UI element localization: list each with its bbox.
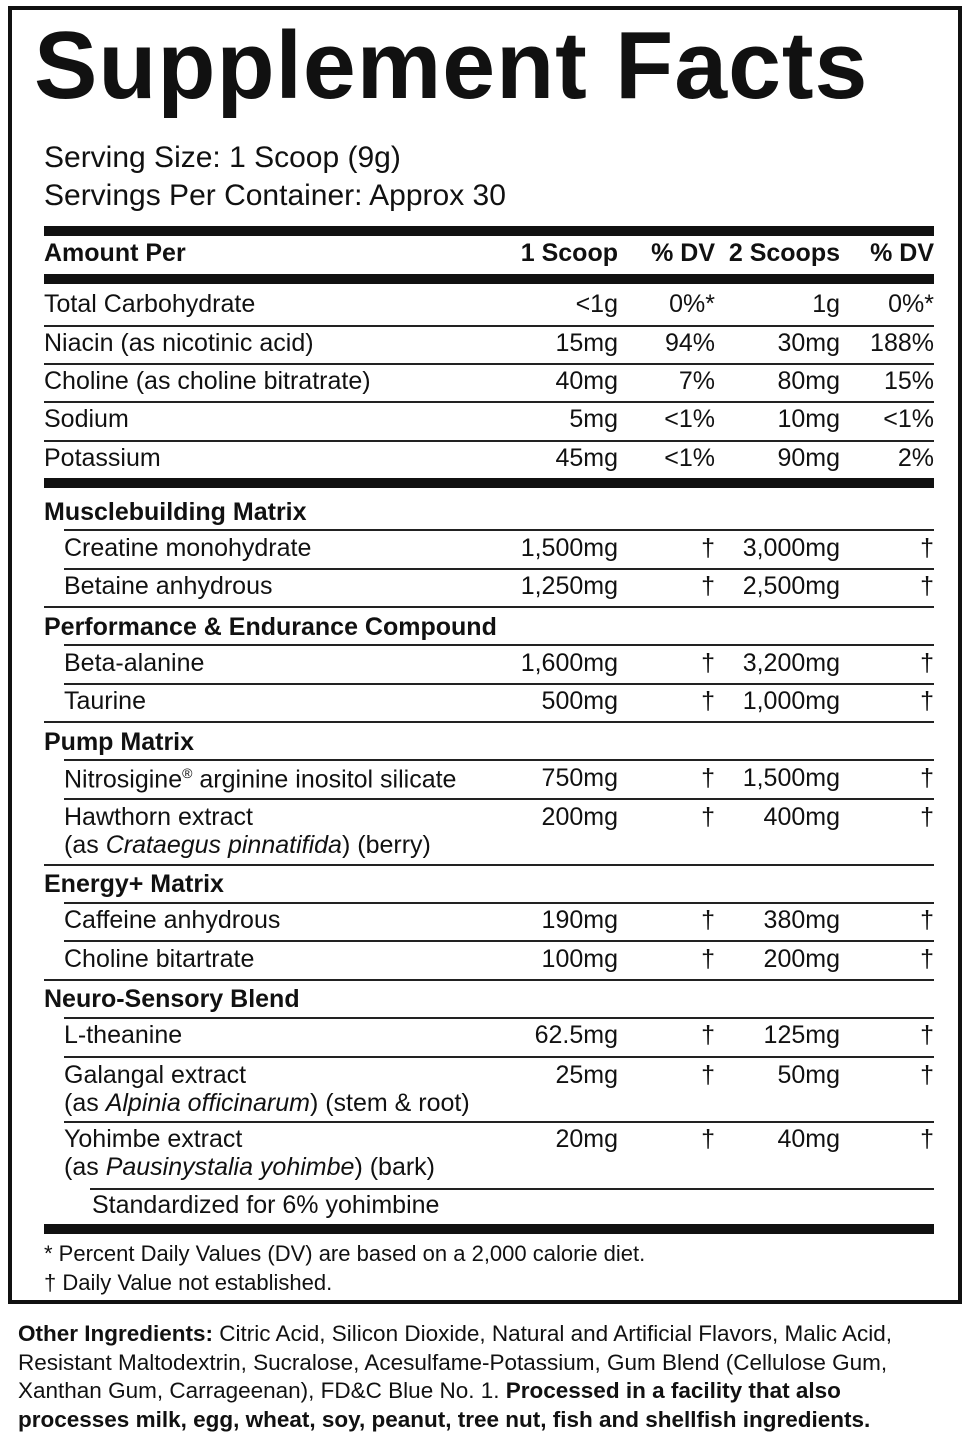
dv-1-scoop: † (701, 1125, 715, 1153)
amount-1-scoop: 750mg (541, 764, 618, 792)
amount-2-scoops: 3,200mg (742, 649, 840, 677)
row-divider (64, 644, 934, 646)
dv-2-scoops: † (920, 803, 934, 831)
dv-1-scoop: † (701, 534, 715, 562)
amount-2-scoops: 30mg (777, 329, 840, 357)
ingredient-name: Yohimbe extract (64, 1125, 243, 1153)
dv-1-scoop: 7% (678, 367, 715, 395)
amount-2-scoops: 400mg (763, 803, 840, 831)
dv-2-scoops: † (920, 1125, 934, 1153)
amount-2-scoops: 3,000mg (742, 534, 840, 562)
ingredient-source: (as Crataegus pinnatifida) (berry) (64, 831, 431, 859)
amount-1-scoop: 200mg (541, 803, 618, 831)
row-divider (64, 683, 934, 685)
dv-2-scoops: 188% (870, 329, 934, 357)
dv-2-scoops: † (920, 687, 934, 715)
dv-1-scoop: † (701, 803, 715, 831)
amount-2-scoops: 1g (812, 290, 840, 318)
amount-2-scoops: 1,500mg (742, 764, 840, 792)
dv-1-scoop: <1% (664, 405, 715, 433)
dv-2-scoops: † (920, 1061, 934, 1089)
amount-2-scoops: 10mg (777, 405, 840, 433)
row-divider (64, 1121, 934, 1123)
allergen-statement: Processed in a facility that also processes milk, egg, wheat, soy, peanut, tree nut, fish and shellfish ingredients. (18, 1378, 871, 1432)
other-ingredients-text: Citric Acid, Silicon Dioxide, Natural and Artificial Flavors, Malic Acid, Resistant Maltodextrin, Sucralose, Acesulfame-Potassium, Gum Blend (Cellulose Gum, Xanthan Gum, Carrageenan), FD&C Blue No. 1. (18, 1321, 893, 1403)
dv-1-scoop: † (701, 1021, 715, 1049)
blend-title: Pump Matrix (44, 728, 195, 756)
dv-1-scoop: † (701, 649, 715, 677)
ingredient-source: (as Alpinia officinarum) (stem & root) (64, 1089, 470, 1117)
thick-divider (44, 478, 934, 488)
dv-footnote: * Percent Daily Values (DV) are based on a 2,000 calorie diet. (44, 1241, 646, 1266)
dv-2-scoops: <1% (883, 405, 934, 433)
blend-title: Energy+ Matrix (44, 870, 224, 898)
row-divider (44, 363, 934, 365)
dv-1-scoop: † (701, 945, 715, 973)
amount-1-scoop: 100mg (541, 945, 618, 973)
ingredient-source: (as Pausinystalia yohimbe) (bark) (64, 1153, 435, 1181)
amount-1-scoop: 62.5mg (534, 1021, 618, 1049)
ingredient-name: Hawthorn extract (64, 803, 253, 831)
nutrient-name: Potassium (44, 444, 161, 472)
nutrient-name: Niacin (as nicotinic acid) (44, 329, 314, 357)
other-ingredients-label: Other Ingredients: (18, 1321, 214, 1346)
registered-mark: ® (182, 765, 193, 781)
row-divider (44, 325, 934, 327)
ingredient-name: Creatine monohydrate (64, 534, 312, 562)
ingredient-name: Nitrosigine® arginine inositol silicate (64, 765, 457, 794)
dv-2-scoops: † (920, 649, 934, 677)
dv-1-scoop: † (701, 764, 715, 792)
row-divider (64, 529, 934, 531)
row-divider (64, 568, 934, 570)
ingredient-name: Choline bitartrate (64, 945, 255, 973)
amount-1-scoop: 20mg (555, 1125, 618, 1153)
nutrient-name: Total Carbohydrate (44, 290, 256, 318)
dv-1-scoop: † (701, 687, 715, 715)
amount-2-scoops: 40mg (777, 1125, 840, 1153)
thick-divider (44, 226, 934, 236)
dagger-footnote: † Daily Value not established. (44, 1270, 333, 1295)
amount-2-scoops: 2,500mg (742, 572, 840, 600)
dv-1-scoop: † (701, 572, 715, 600)
amount-1-scoop: 1,500mg (520, 534, 618, 562)
ingredient-row (44, 805, 934, 861)
dv-2-scoops: † (920, 906, 934, 934)
dv-2-scoops: 2% (897, 444, 934, 472)
servings-per-container: Servings Per Container: Approx 30 (44, 179, 506, 212)
amount-2-scoops: 125mg (763, 1021, 840, 1049)
row-divider (44, 440, 934, 442)
blend-title: Neuro-Sensory Blend (44, 985, 300, 1013)
serving-size: Serving Size: 1 Scoop (9g) (44, 141, 401, 174)
row-divider (64, 1056, 934, 1058)
dv-1-scoop: <1% (664, 444, 715, 472)
amount-2-scoops: 380mg (763, 906, 840, 934)
nutrient-name: Choline (as choline bitratrate) (44, 367, 371, 395)
dv-header-1: % DV (651, 239, 715, 267)
row-divider (44, 606, 934, 608)
amount-1-scoop: 190mg (541, 906, 618, 934)
row-divider (44, 721, 934, 723)
dv-header-2: % DV (870, 239, 934, 267)
dv-1-scoop: 0%* (669, 290, 715, 318)
row-divider (64, 902, 934, 904)
blend-title: Performance & Endurance Compound (44, 613, 497, 641)
other-ingredients (18, 1320, 958, 1434)
row-divider (64, 940, 934, 942)
amount-1-scoop: 40mg (555, 367, 618, 395)
row-divider (64, 798, 934, 800)
amount-1-scoop: 1,250mg (520, 572, 618, 600)
ingredient-name: Taurine (64, 687, 146, 715)
dv-2-scoops: 15% (883, 367, 934, 395)
row-divider (44, 864, 934, 866)
dv-1-scoop: 94% (664, 329, 715, 357)
dv-2-scoops: † (920, 764, 934, 792)
dv-2-scoops: † (920, 534, 934, 562)
dv-1-scoop: † (701, 906, 715, 934)
dv-2-scoops: † (920, 1021, 934, 1049)
row-divider (64, 1017, 934, 1019)
ingredient-name: Caffeine anhydrous (64, 906, 281, 934)
blend-title: Musclebuilding Matrix (44, 498, 307, 526)
amount-1-scoop: 15mg (555, 329, 618, 357)
amount-1-scoop: 1,600mg (520, 649, 618, 677)
amount-1-scoop: 500mg (541, 687, 618, 715)
amount-1-scoop: 45mg (555, 444, 618, 472)
amount-per-label: Amount Per (44, 239, 186, 267)
panel-title: Supplement Facts (34, 12, 869, 119)
amount-2-scoops: 50mg (777, 1061, 840, 1089)
two-scoops-header: 2 Scoops (728, 239, 840, 267)
amount-1-scoop: 25mg (555, 1061, 618, 1089)
ingredient-name: Betaine anhydrous (64, 572, 273, 600)
ingredient-row (44, 1127, 934, 1183)
row-divider (44, 979, 934, 981)
row-divider (64, 759, 934, 761)
one-scoop-header: 1 Scoop (520, 239, 618, 267)
thick-divider (44, 274, 934, 284)
row-divider (44, 401, 934, 403)
amount-2-scoops: 200mg (763, 945, 840, 973)
dv-2-scoops: 0%* (888, 290, 934, 318)
amount-1-scoop: <1g (575, 290, 618, 318)
ingredient-name: L-theanine (64, 1021, 183, 1049)
ingredient-name: Galangal extract (64, 1061, 247, 1089)
standardization-note: Standardized for 6% yohimbine (92, 1191, 440, 1219)
amount-2-scoops: 80mg (777, 367, 840, 395)
dv-2-scoops: † (920, 945, 934, 973)
amount-2-scoops: 90mg (777, 444, 840, 472)
ingredient-row (44, 1063, 934, 1119)
amount-2-scoops: 1,000mg (742, 687, 840, 715)
amount-1-scoop: 5mg (569, 405, 618, 433)
dv-1-scoop: † (701, 1061, 715, 1089)
dv-2-scoops: † (920, 572, 934, 600)
nutrient-name: Sodium (44, 405, 129, 433)
thick-divider (44, 1224, 934, 1234)
row-divider (90, 1188, 934, 1190)
ingredient-name: Beta-alanine (64, 649, 205, 677)
